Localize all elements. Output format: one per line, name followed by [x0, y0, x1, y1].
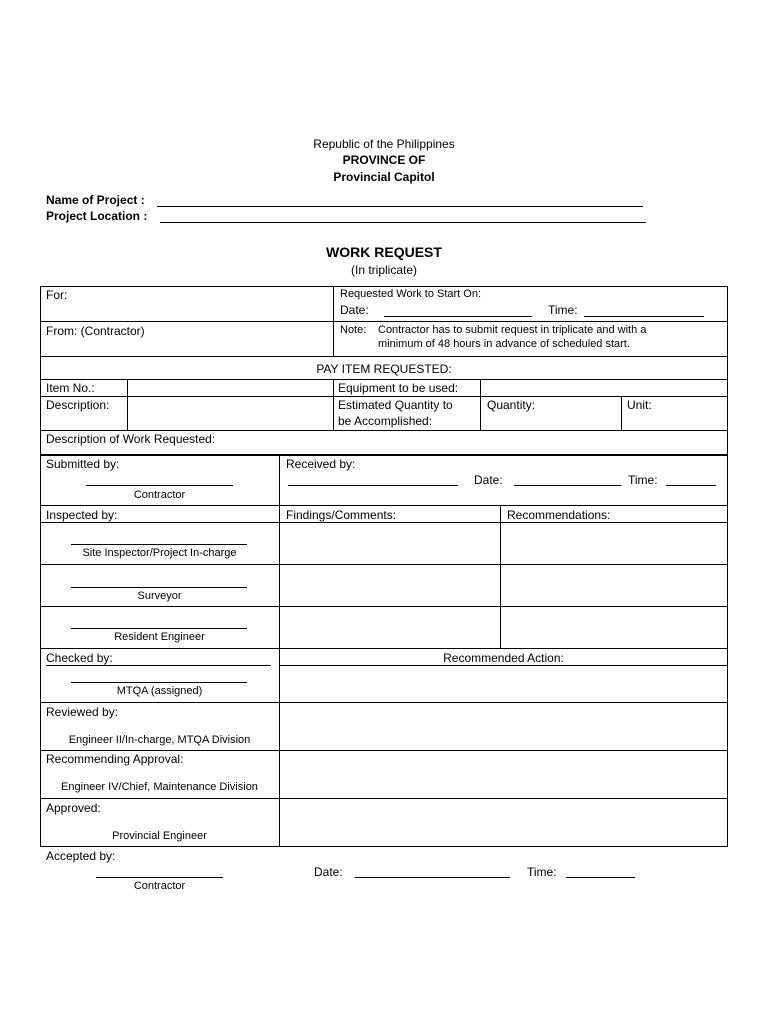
equipment-label: Equipment to be used:	[338, 381, 459, 395]
submitted-label: Submitted by:	[46, 457, 120, 471]
provincial-engineer-label: Provincial Engineer	[112, 830, 207, 842]
recommending-label: Recommending Approval:	[46, 752, 184, 766]
findings-label: Findings/Comments:	[286, 508, 397, 522]
header-capitol: Provincial Capitol	[333, 170, 435, 184]
note-label: Note:	[340, 324, 367, 336]
reviewed-label: Reviewed by:	[46, 705, 119, 719]
received-date-label: Date:	[474, 473, 503, 487]
accepted-date-label: Date:	[314, 865, 343, 879]
for-label: For:	[46, 288, 68, 302]
accepted-contractor: Contractor	[133, 880, 186, 892]
surveyor-signature-line[interactable]	[71, 587, 247, 588]
submitted-signature-line[interactable]	[86, 485, 233, 486]
note-line-2: minimum of 48 hours in advance of scheduled start.	[378, 338, 630, 350]
est-qty-line-2: be Accomplished:	[338, 414, 433, 428]
mtqa-label: MTQA (assigned)	[116, 685, 203, 697]
resident-engineer-signature-line[interactable]	[71, 628, 247, 629]
from-label: From: (Contractor)	[46, 324, 145, 338]
start-time-label: Time:	[548, 303, 578, 317]
form-title: WORK REQUEST	[326, 244, 442, 260]
site-inspector-signature-line[interactable]	[71, 544, 247, 545]
received-date-field[interactable]	[514, 485, 621, 486]
project-name-field[interactable]	[157, 206, 643, 207]
accepted-signature-line[interactable]	[96, 877, 223, 878]
project-location-label: Project Location :	[46, 209, 148, 223]
start-date-label: Date:	[340, 303, 369, 317]
received-label: Received by:	[286, 457, 356, 471]
requested-start-label: Requested Work to Start On:	[340, 288, 482, 300]
form-subtitle: (In triplicate)	[350, 263, 418, 277]
inspected-label: Inspected by:	[46, 508, 118, 522]
project-location-field[interactable]	[160, 222, 646, 223]
header-province: PROVINCE OF	[342, 153, 426, 167]
received-time-field[interactable]	[666, 485, 716, 486]
approved-label: Approved:	[46, 801, 101, 815]
mtqa-signature-line[interactable]	[71, 682, 247, 683]
engineer-ii-label: Engineer II/In-charge, MTQA Division	[68, 734, 251, 746]
item-no-label: Item No.:	[46, 381, 95, 395]
recommended-action-label: Recommended Action:	[443, 651, 564, 665]
est-qty-line-1: Estimated Quantity to	[338, 398, 453, 412]
submitted-contractor: Contractor	[133, 489, 186, 501]
accepted-time-field[interactable]	[566, 877, 635, 878]
note-line-1: Contractor has to submit request in triplicate and with a	[378, 324, 647, 336]
engineer-iv-label: Engineer IV/Chief, Maintenance Division	[61, 781, 258, 793]
recommendations-label: Recommendations:	[507, 508, 611, 522]
unit-label: Unit:	[627, 398, 652, 412]
start-time-field[interactable]	[584, 316, 704, 317]
description-label: Description:	[46, 398, 110, 412]
project-name-label: Name of Project :	[46, 193, 145, 207]
site-inspector-label: Site Inspector/Project In-charge	[82, 547, 237, 559]
start-date-field[interactable]	[384, 316, 532, 317]
desc-work-label: Description of Work Requested:	[46, 432, 216, 446]
header-republic: Republic of the Philippines	[313, 137, 455, 151]
resident-engineer-label: Resident Engineer	[114, 631, 205, 643]
accepted-label: Accepted by:	[46, 849, 116, 863]
checked-label: Checked by:	[46, 651, 113, 665]
received-time-label: Time:	[628, 473, 658, 487]
accepted-time-label: Time:	[527, 865, 557, 879]
surveyor-label: Surveyor	[137, 590, 182, 602]
received-signature-line[interactable]	[288, 485, 458, 486]
pay-item-title: PAY ITEM REQUESTED:	[316, 362, 452, 376]
quantity-label: Quantity:	[487, 398, 536, 412]
accepted-date-field[interactable]	[355, 877, 510, 878]
